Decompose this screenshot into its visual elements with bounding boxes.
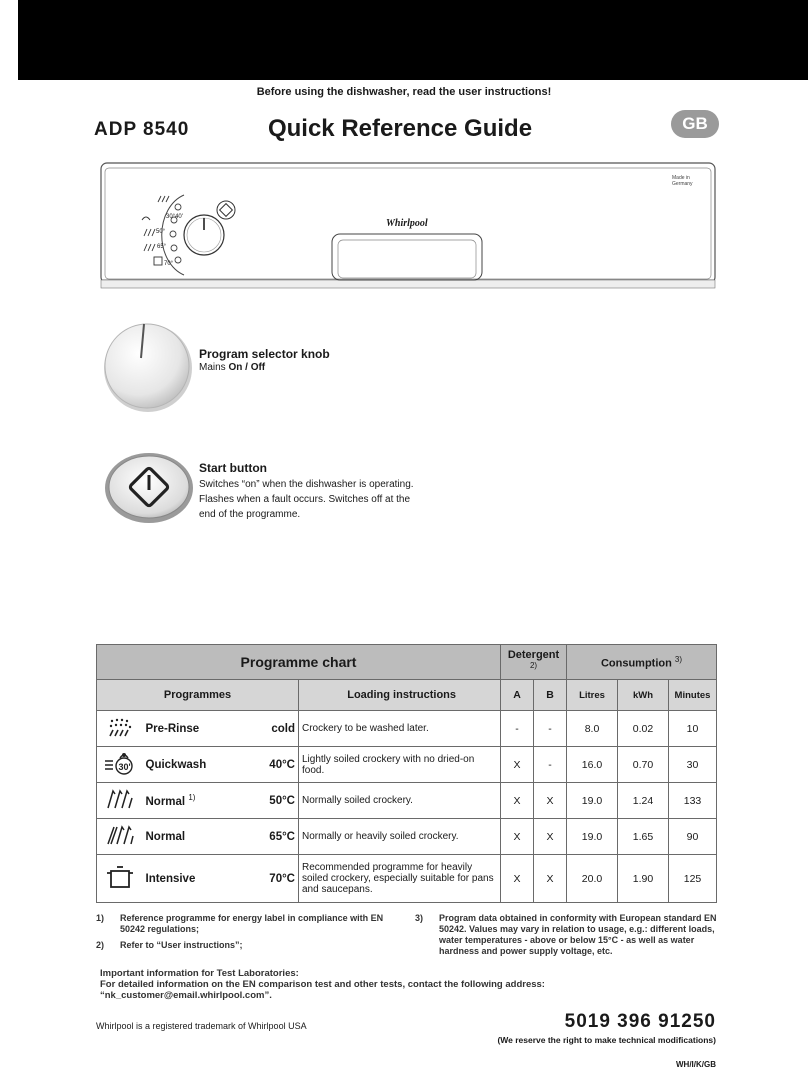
detergent-header (501, 645, 567, 680)
programme-name (143, 711, 253, 747)
footnote-1-number: 1) (96, 913, 105, 923)
detergent-a: X (501, 855, 534, 903)
knob-mains: Mains (199, 362, 226, 373)
detergent-b: - (534, 711, 567, 747)
lab-info-line-3: “nk_customer@email.whirlpool.com”. (100, 990, 272, 1001)
programme-temp: 50°C (253, 783, 299, 819)
loading-instructions: Recommended programme for heavily soiled crockery, especially suitable for pans and saucepans. (299, 855, 501, 903)
minutes: 125 (669, 855, 717, 903)
lab-info-line-2: For detailed information on the EN comparison test and other tests, contact the following address: (100, 979, 545, 990)
footnote-3-text: Program data obtained in conformity with European standard EN 50242. Values may vary in relation to usage, e.g.: different loads, water temperatures - above or below 15°C - as well as water hardness and power supply voltage, etc. (439, 913, 717, 956)
loading-instructions: Normally soiled crockery. (299, 783, 501, 819)
table-row (97, 747, 717, 783)
chart-title: Programme chart (97, 645, 501, 680)
detergent-a: X (501, 819, 534, 855)
language-code: WH/I/K/GB (676, 1060, 716, 1069)
trademark-note: Whirlpool is a registered trademark of Whirlpool USA (96, 1021, 307, 1031)
country-badge: GB (671, 110, 719, 138)
kwh: 1.65 (618, 819, 669, 855)
quickwash-icon-text: 30' (118, 762, 131, 772)
loading-instructions: Crockery to be washed later. (299, 711, 501, 747)
table-row (97, 819, 717, 855)
table-row (97, 711, 717, 747)
litres: 16.0 (567, 747, 618, 783)
footnote-3 (415, 913, 720, 963)
detergent-note: 2) (529, 660, 538, 670)
col-programmes: Programmes (97, 680, 299, 711)
normal-50-icon (97, 783, 143, 819)
loading-instructions: Lightly soiled crockery with no dried-on food. (299, 747, 501, 783)
programme-name-text: Pre-Rinse (145, 722, 200, 735)
dial-label-70: 70° (164, 261, 174, 267)
detergent-b: X (534, 783, 567, 819)
programme-name-text: Normal (145, 795, 186, 808)
detergent-a: X (501, 783, 534, 819)
programme-temp: 65°C (253, 819, 299, 855)
footnote-2-text: Refer to “User instructions”; (120, 940, 243, 950)
kwh: 1.24 (618, 783, 669, 819)
knob-subtitle (199, 362, 265, 373)
programme-name (143, 747, 253, 783)
brand-logo: Whirlpool (386, 218, 428, 229)
consumption-note: 3) (674, 654, 683, 664)
detergent-a: - (501, 711, 534, 747)
table-row (97, 783, 717, 819)
col-kwh: kWh (618, 680, 669, 711)
knob-off: Off (250, 362, 266, 373)
minutes: 90 (669, 819, 717, 855)
made-in-line-1: Made in (672, 175, 690, 181)
litres: 19.0 (567, 819, 618, 855)
kwh: 0.70 (618, 747, 669, 783)
programme-name-text: Quickwash (145, 758, 207, 771)
normal-65-icon (97, 819, 143, 855)
warning-text: Before using the dishwasher, read the user instructions! (256, 86, 552, 98)
minutes: 133 (669, 783, 717, 819)
programme-name (143, 819, 253, 855)
detergent-label: Detergent (507, 648, 560, 661)
test-lab-info (100, 968, 700, 1001)
footnote-1-text: Reference programme for energy label in compliance with EN 50242 regulations; (120, 913, 384, 934)
document-code: 5019 396 91250 (564, 1011, 716, 1032)
programme-temp: 40°C (253, 747, 299, 783)
footnote-2-number: 2) (96, 940, 105, 950)
kwh: 0.02 (618, 711, 669, 747)
consumption-label: Consumption (600, 657, 672, 670)
start-title: Start button (199, 461, 267, 475)
intensive-icon (97, 855, 143, 903)
col-litres: Litres (567, 680, 618, 711)
dial-label-30-40: 30°40' (166, 214, 183, 220)
col-loading: Loading instructions (299, 680, 501, 711)
program-knob-icon (100, 318, 196, 414)
detergent-b: - (534, 747, 567, 783)
lab-info-line-1: Important information for Test Laboratories: (100, 968, 299, 979)
col-a: A (501, 680, 534, 711)
consumption-header (567, 645, 717, 680)
pre-rinse-icon (97, 711, 143, 747)
litres: 20.0 (567, 855, 618, 903)
detergent-a: X (501, 747, 534, 783)
made-in-label (672, 175, 693, 187)
top-black-bar (18, 0, 808, 80)
model-number: ADP 8540 (94, 119, 190, 140)
col-b: B (534, 680, 567, 711)
start-button-icon (103, 450, 195, 524)
modification-notice: (We reserve the right to make technical modifications) (497, 1035, 716, 1045)
programme-name-text: Intensive (145, 872, 196, 885)
litres: 19.0 (567, 783, 618, 819)
made-in-line-2: Germany (672, 181, 693, 187)
col-minutes: Minutes (669, 680, 717, 711)
programme-temp: 70°C (253, 855, 299, 903)
table-row (97, 855, 717, 903)
loading-instructions: Normally or heavily soiled crockery. (299, 819, 501, 855)
minutes: 30 (669, 747, 717, 783)
footnote-2 (96, 940, 396, 954)
page-title: Quick Reference Guide (267, 115, 533, 142)
kwh: 1.90 (618, 855, 669, 903)
knob-title: Program selector knob (199, 347, 330, 361)
programme-name (143, 783, 253, 819)
programme-temp: cold (253, 711, 299, 747)
knob-on: On (228, 362, 243, 373)
quickwash-icon (97, 747, 143, 783)
start-description: Switches “on” when the dishwasher is operating. Flashes when a fault occurs. Switches off at the end of the programme. (199, 479, 414, 520)
litres: 8.0 (567, 711, 618, 747)
minutes: 10 (669, 711, 717, 747)
detergent-b: X (534, 819, 567, 855)
dial-label-65: 65° (157, 244, 167, 250)
footnote-1 (96, 913, 396, 939)
detergent-b: X (534, 855, 567, 903)
programme-name-text: Normal (145, 830, 186, 843)
dial-label-50: 50° (156, 229, 166, 235)
footnote-3-number: 3) (415, 913, 424, 923)
programme-name (143, 855, 253, 903)
programme-chart-table (96, 644, 717, 903)
knob-sep: / (245, 362, 248, 373)
programme-note: 1) (188, 793, 196, 803)
